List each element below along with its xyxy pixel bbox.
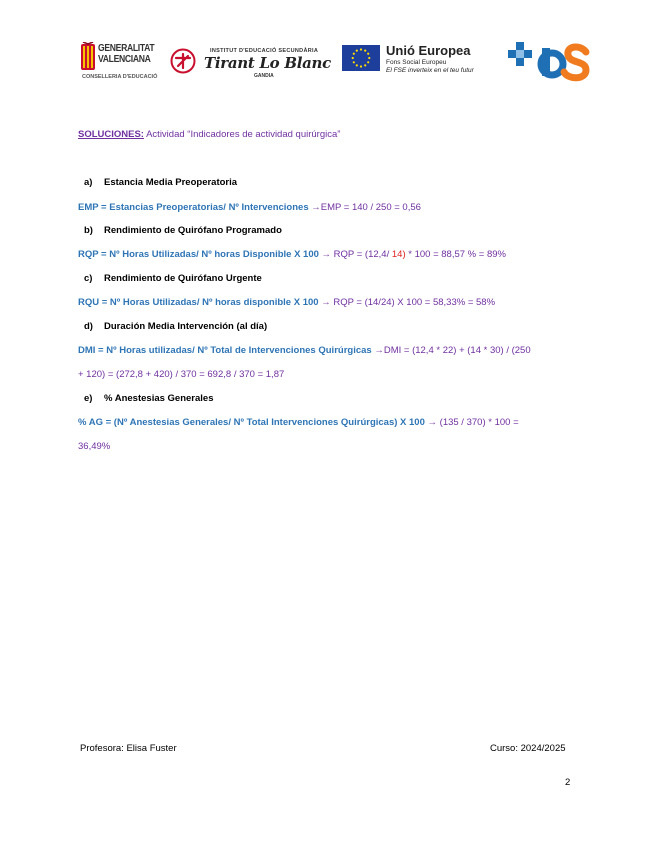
footer-course: Curso: 2024/2025 — [490, 743, 566, 754]
school-emblem-icon — [170, 48, 196, 74]
page-title — [78, 129, 340, 140]
formula-d: DMI = Nº Horas utilizadas/ Nº Total de Intervenciones Quirúrgicas →DMI = (12,4 * 22) + (14 * 30) / (250 — [78, 345, 531, 356]
formula-d-continued: + 120) = (272,8 + 420) / 370 = 692,8 / 370 = 1,87 — [78, 369, 285, 380]
school-logo: INSTITUT D'EDUCACIÓ SECUNDÀRIA Tirant Lo Blanc GANDIA — [170, 40, 330, 84]
formula-a: EMP = Estancias Preoperatorias/ Nº Intervenciones →EMP = 140 / 250 = 0,56 — [78, 202, 421, 213]
title-label: SOLUCIONES: — [78, 129, 144, 140]
formula-e: % AG = (Nº Anestesias Generales/ Nº Total Intervenciones Quirúrgicas) X 100 → (135 / 370) * 100 = — [78, 417, 519, 428]
department-health-logo-icon — [502, 40, 592, 84]
generalitat-emblem-icon — [80, 42, 96, 78]
heading-d: d) Duración Media Intervención (al día) — [84, 321, 268, 332]
eu-logo: Unió Europea Fons Social Europeu El FSE inverteix en el teu futur — [342, 40, 502, 84]
footer-teacher: Profesora: Elisa Fuster — [80, 743, 177, 754]
page-header — [78, 40, 598, 88]
title-text: Actividad “Indicadores de actividad quirúrgica” — [143, 129, 341, 140]
heading-c: c) Rendimiento de Quirófano Urgente — [84, 273, 262, 284]
heading-b: b) Rendimiento de Quirófano Programado — [84, 225, 282, 236]
formula-b: RQP = Nº Horas Utilizadas/ Nº horas Disponible X 100 → RQP = (12,4/ 14) * 100 = 88,57 % = 89% — [78, 249, 506, 260]
generalitat-logo: GENERALITAT VALENCIANA CONSELLERIA D'EDUCACIÓ — [82, 42, 158, 80]
formula-c: RQU = Nº Horas Utilizadas/ Nº horas disponible X 100 → RQP = (14/24) X 100 = 58,33% = 58% — [78, 297, 496, 308]
eu-flag-icon — [342, 45, 380, 71]
heading-e: e) % Anestesias Generales — [84, 393, 214, 404]
page-number: 2 — [565, 777, 571, 788]
heading-a: a) Estancia Media Preoperatoria — [84, 177, 238, 188]
formula-e-continued: 36,49% — [78, 441, 111, 452]
